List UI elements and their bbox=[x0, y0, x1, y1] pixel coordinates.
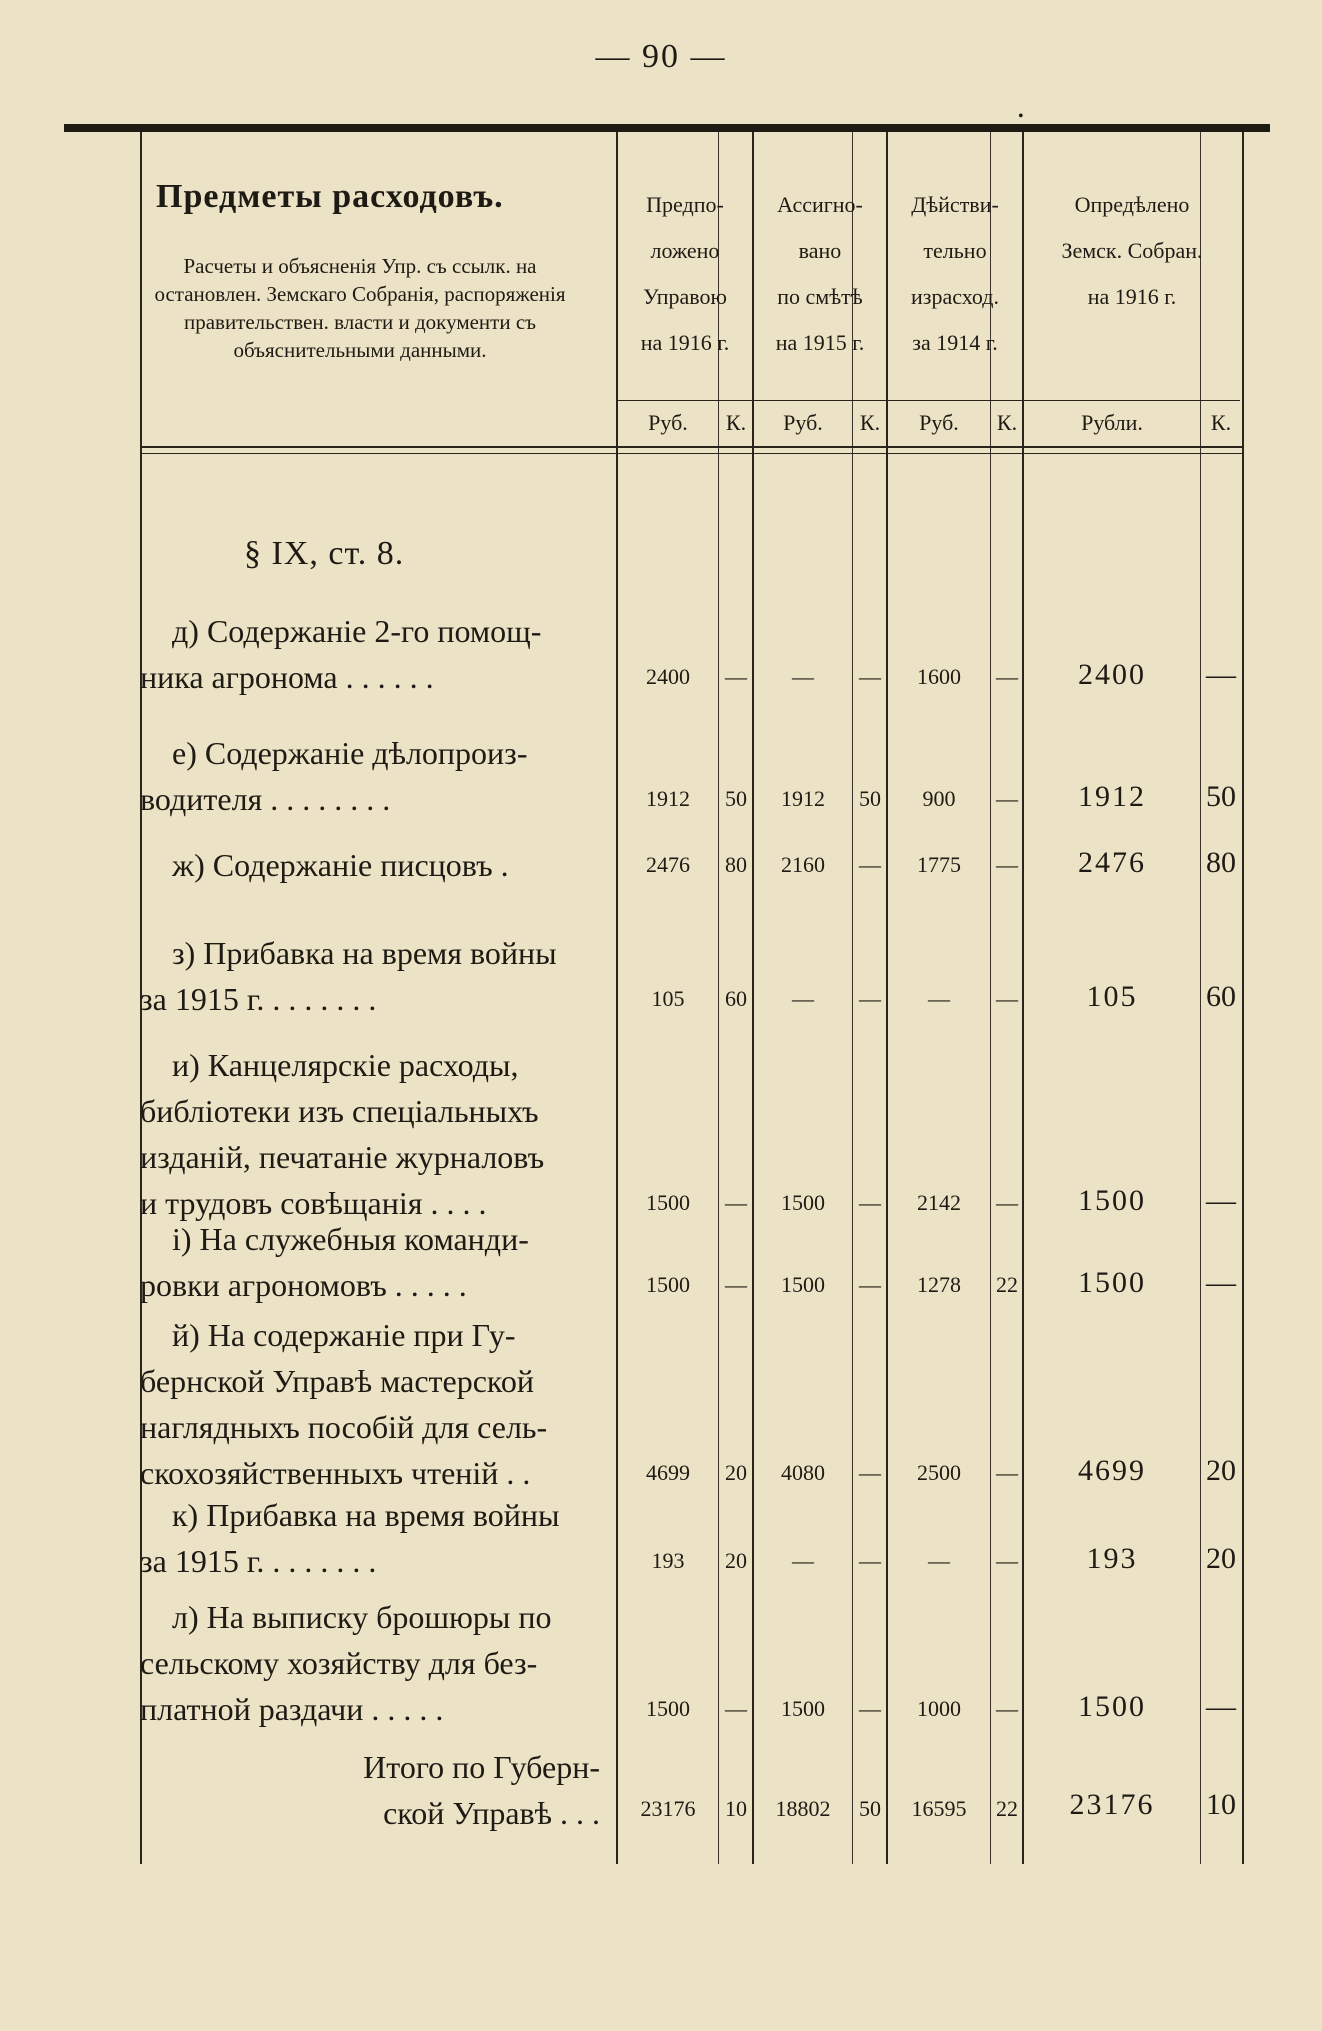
assigned-kop: — bbox=[859, 1460, 881, 1485]
unit-label: К. bbox=[725, 410, 747, 435]
expense-item bbox=[140, 608, 600, 700]
proposed-value: 105 bbox=[651, 986, 685, 1011]
expense-item-line: и) Канцелярскіе расходы, bbox=[172, 1047, 519, 1083]
determined-kop: — bbox=[1206, 1690, 1236, 1723]
expense-item-line: л) На выписку брошюры по bbox=[172, 1599, 552, 1635]
assigned-value: — bbox=[792, 1548, 814, 1573]
assigned-kop: — bbox=[859, 852, 881, 877]
expense-item-line: ника агронома . . . . . . bbox=[140, 659, 434, 695]
actual-kop: — bbox=[996, 1190, 1018, 1215]
expense-item bbox=[140, 1216, 600, 1308]
column-header-assigned: Ассигно- вано по смѣтѣ на 1915 г. bbox=[775, 192, 865, 355]
proposed-value: 193 bbox=[651, 1548, 685, 1573]
expense-item-line: і) На служебныя команди- bbox=[172, 1221, 529, 1257]
actual-value: 2142 bbox=[917, 1190, 961, 1215]
actual-value: 1000 bbox=[917, 1696, 961, 1721]
proposed-value: 1500 bbox=[646, 1696, 690, 1721]
ink-dot: • bbox=[1018, 108, 1024, 125]
unit-label: Руб. bbox=[919, 410, 959, 435]
determined-value: 1500 bbox=[1078, 1184, 1146, 1217]
header-description: Расчеты и объясненія Упр. съ ссылк. на остановлен. Земскаго Собранія, распоряженія правительствен. власти и документи съ объяснительными данными. bbox=[154, 254, 566, 362]
unit-label: К. bbox=[1210, 410, 1232, 435]
expense-item-line: наглядныхъ пособій для сель- bbox=[140, 1409, 548, 1445]
expense-item bbox=[140, 730, 600, 822]
assigned-kop: — bbox=[859, 1548, 881, 1573]
actual-value: 1278 bbox=[917, 1272, 961, 1297]
proposed-value: 1500 bbox=[646, 1190, 690, 1215]
determined-value: 193 bbox=[1086, 1542, 1138, 1575]
assigned-kop: — bbox=[859, 986, 881, 1011]
column-divider bbox=[990, 132, 991, 1864]
assigned-value: — bbox=[792, 986, 814, 1011]
determined-kop: 80 bbox=[1206, 846, 1236, 879]
proposed-kop: 20 bbox=[725, 1548, 747, 1573]
determined-value: 4699 bbox=[1078, 1454, 1146, 1487]
actual-kop: — bbox=[996, 1460, 1018, 1485]
actual-value: — bbox=[928, 1548, 950, 1573]
determined-kop: 50 bbox=[1206, 780, 1236, 813]
expense-item-line: к) Прибавка на время войны bbox=[172, 1497, 560, 1533]
expense-item-line: ж) Содержаніе писцовъ . bbox=[172, 847, 509, 883]
determined-value: 105 bbox=[1086, 980, 1138, 1013]
determined-value: 1500 bbox=[1078, 1266, 1146, 1299]
actual-value: 2500 bbox=[917, 1460, 961, 1485]
proposed-value: 1912 bbox=[646, 786, 690, 811]
expense-item-line: е) Содержаніе дѣлопроиз- bbox=[172, 735, 528, 771]
expense-item-line: за 1915 г. . . . . . . . bbox=[140, 1543, 377, 1579]
expense-item-line: з) Прибавка на время войны bbox=[172, 935, 557, 971]
actual-kop: 22 bbox=[996, 1272, 1018, 1297]
proposed-kop: — bbox=[725, 664, 747, 689]
actual-kop: — bbox=[996, 664, 1018, 689]
total-proposed: 23176 bbox=[640, 1796, 696, 1821]
determined-kop: — bbox=[1206, 1184, 1236, 1217]
assigned-kop: — bbox=[859, 1190, 881, 1215]
determined-value: 2400 bbox=[1078, 658, 1146, 691]
unit-label: К. bbox=[859, 410, 881, 435]
expense-item bbox=[140, 842, 600, 888]
expense-item-line: д) Содержаніе 2-го помощ- bbox=[172, 613, 542, 649]
expense-item-line: сельскому хозяйству для без- bbox=[140, 1645, 538, 1681]
expense-item bbox=[140, 1042, 600, 1226]
proposed-kop: 50 bbox=[725, 786, 747, 811]
total-assigned: 18802 bbox=[775, 1796, 831, 1821]
expense-item-line: й) На содержаніе при Гу- bbox=[172, 1317, 516, 1353]
proposed-kop: 80 bbox=[725, 852, 747, 877]
header-title: Предметы расходовъ. bbox=[156, 178, 504, 215]
expense-item bbox=[140, 930, 600, 1022]
expense-item-line: водителя . . . . . . . . bbox=[140, 781, 391, 817]
proposed-kop: 60 bbox=[725, 986, 747, 1011]
total-determined-kop: 10 bbox=[1206, 1788, 1236, 1821]
determined-value: 2476 bbox=[1078, 846, 1146, 879]
actual-value: 1600 bbox=[917, 664, 961, 689]
actual-kop: — bbox=[996, 986, 1018, 1011]
expense-item bbox=[140, 1594, 600, 1732]
column-header-determined: Опредѣлено Земск. Собран. на 1916 г. bbox=[1061, 192, 1203, 309]
header-separator bbox=[140, 446, 1242, 454]
expense-item bbox=[140, 1312, 600, 1496]
determined-kop: — bbox=[1206, 658, 1236, 691]
proposed-kop: — bbox=[725, 1696, 747, 1721]
assigned-kop: 50 bbox=[859, 786, 881, 811]
assigned-kop: — bbox=[859, 664, 881, 689]
unit-label: Рубли. bbox=[1081, 410, 1143, 435]
column-divider bbox=[718, 132, 719, 1864]
proposed-value: 4699 bbox=[646, 1460, 690, 1485]
actual-kop: — bbox=[996, 786, 1018, 811]
total-actual: 16595 bbox=[911, 1796, 967, 1821]
unit-label: К. bbox=[996, 410, 1018, 435]
assigned-value: 1500 bbox=[781, 1272, 825, 1297]
assigned-value: 4080 bbox=[781, 1460, 825, 1485]
section-title: § IX, ст. 8. bbox=[244, 535, 405, 572]
actual-kop: — bbox=[996, 1548, 1018, 1573]
proposed-value: 1500 bbox=[646, 1272, 690, 1297]
column-header-actual: Дѣйстви- тельно израсход. за 1914 г. bbox=[911, 192, 999, 355]
assigned-value: — bbox=[792, 664, 814, 689]
top-rule bbox=[64, 124, 1270, 132]
actual-value: 900 bbox=[922, 786, 956, 811]
assigned-value: 1912 bbox=[781, 786, 825, 811]
assigned-value: 2160 bbox=[781, 852, 825, 877]
expense-item-line: библіотеки изъ спеціальныхъ bbox=[140, 1093, 539, 1129]
expense-item-line: за 1915 г. . . . . . . . bbox=[140, 981, 377, 1017]
column-divider bbox=[1200, 132, 1201, 1864]
determined-value: 1912 bbox=[1078, 780, 1146, 813]
determined-kop: 20 bbox=[1206, 1454, 1236, 1487]
total-proposed-kop: 10 bbox=[725, 1796, 747, 1821]
total-label: Итого по Губерн- ской Управѣ . . . bbox=[363, 1749, 600, 1831]
proposed-value: 2400 bbox=[646, 664, 690, 689]
expense-item-line: и трудовъ совѣщанія . . . . bbox=[140, 1185, 487, 1221]
actual-kop: — bbox=[996, 852, 1018, 877]
column-divider bbox=[852, 132, 853, 1864]
determined-value: 1500 bbox=[1078, 1690, 1146, 1723]
unit-label: Руб. bbox=[648, 410, 688, 435]
proposed-kop: — bbox=[725, 1272, 747, 1297]
total-assigned-kop: 50 bbox=[859, 1796, 881, 1821]
expense-item-line: ровки агрономовъ . . . . . bbox=[140, 1267, 467, 1303]
proposed-kop: 20 bbox=[725, 1460, 747, 1485]
determined-kop: — bbox=[1206, 1266, 1236, 1299]
unit-label: Руб. bbox=[783, 410, 823, 435]
determined-kop: 20 bbox=[1206, 1542, 1236, 1575]
assigned-value: 1500 bbox=[781, 1190, 825, 1215]
actual-value: 1775 bbox=[917, 852, 961, 877]
proposed-value: 2476 bbox=[646, 852, 690, 877]
column-header-proposed: Предпо- ложено Управою на 1916 г. bbox=[640, 192, 730, 355]
expense-item-line: бернской Управѣ мастерской bbox=[140, 1363, 534, 1399]
expense-item-line: изданій, печатаніе журналовъ bbox=[140, 1139, 545, 1175]
assigned-kop: — bbox=[859, 1272, 881, 1297]
units-separator bbox=[618, 400, 1240, 401]
assigned-value: 1500 bbox=[781, 1696, 825, 1721]
determined-kop: 60 bbox=[1206, 980, 1236, 1013]
actual-kop: — bbox=[996, 1696, 1018, 1721]
expense-item-line: платной раздачи . . . . . bbox=[140, 1691, 444, 1727]
actual-value: — bbox=[928, 986, 950, 1011]
total-actual-kop: 22 bbox=[996, 1796, 1018, 1821]
page-number: — 90 — bbox=[595, 38, 727, 75]
expense-item bbox=[140, 1492, 600, 1584]
expense-item-line: скохозяйственныхъ чтеній . . bbox=[140, 1455, 531, 1491]
total-determined: 23176 bbox=[1069, 1788, 1155, 1821]
proposed-kop: — bbox=[725, 1190, 747, 1215]
assigned-kop: — bbox=[859, 1696, 881, 1721]
